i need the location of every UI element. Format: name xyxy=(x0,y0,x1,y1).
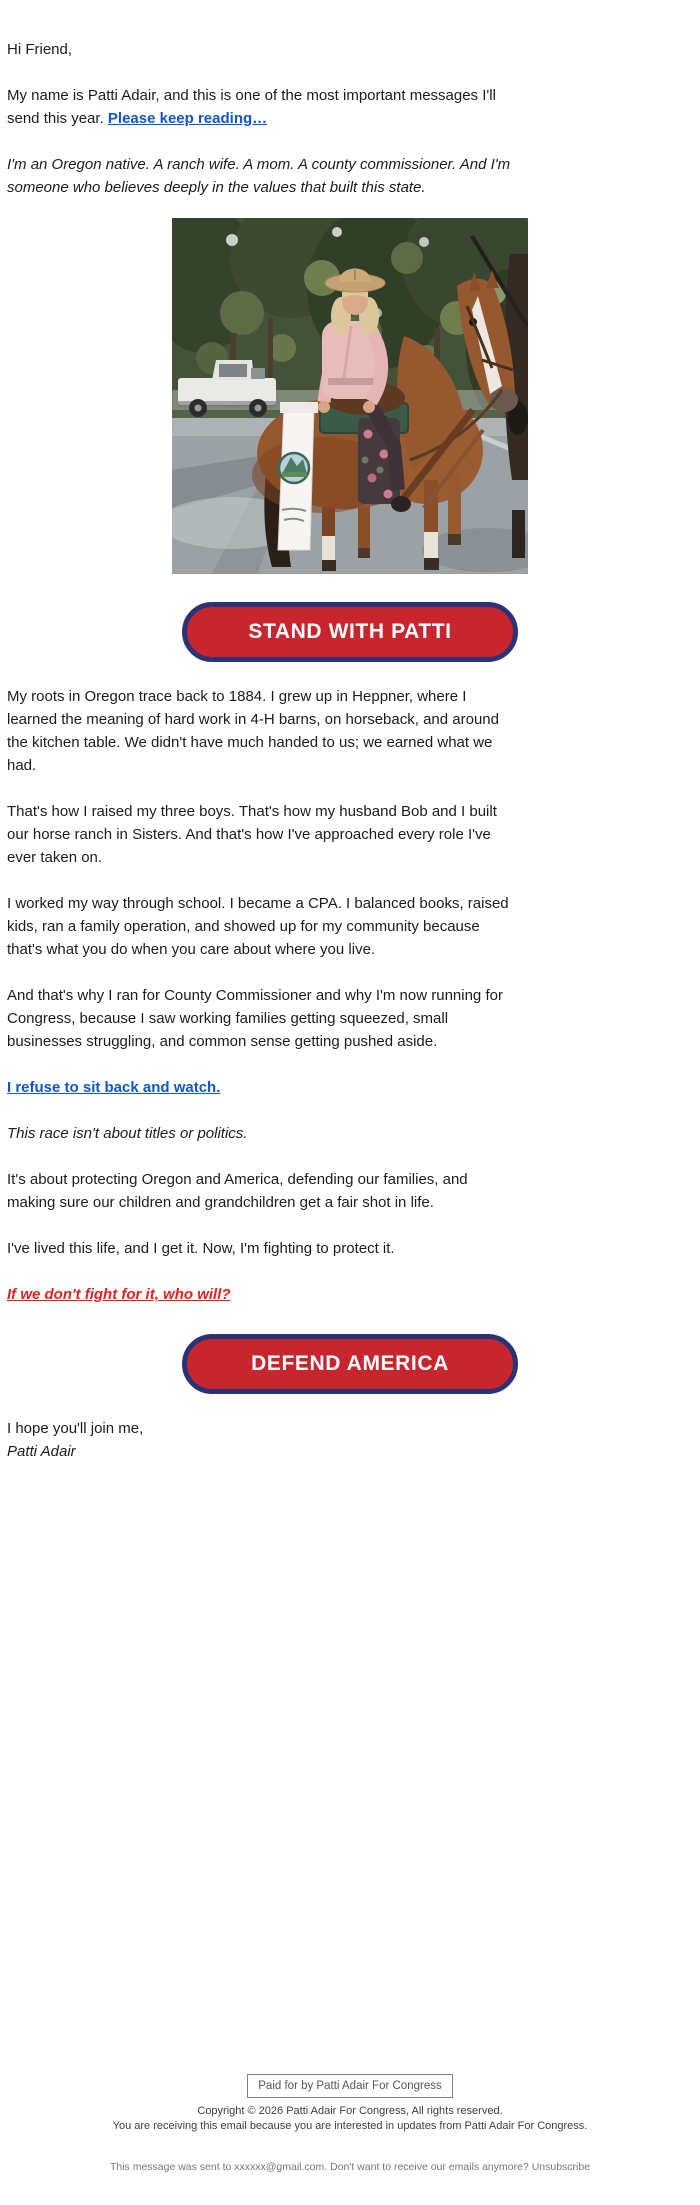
paragraph-lived: I've lived this life, and I get it. Now, I'm fighting to protect it. xyxy=(7,1240,395,1257)
stand-with-patti-button[interactable]: STAND WITH PATTI xyxy=(182,602,518,662)
sent-to-line xyxy=(0,2160,700,2174)
intro-paragraph xyxy=(7,84,512,130)
campaign-photo xyxy=(172,218,528,574)
copyright-line: Copyright © 2026 Patti Adair For Congress, All rights reserved. xyxy=(197,2105,503,2117)
horseback-photo-illustration xyxy=(172,218,528,574)
footer xyxy=(0,2073,700,2174)
signoff-line: I hope you'll join me, xyxy=(7,1420,144,1437)
paragraph-roots: My roots in Oregon trace back to 1884. I grew up in Heppner, where I learned the meaning of hard work in 4-H barns, on horseback, and around the kitchen table. We didn't have much handed to us; we earned what we had. xyxy=(7,688,499,774)
intro-text: My name is Patti Adair, and this is one of the most important messages I'll send this year. xyxy=(7,87,496,127)
defend-america-button[interactable]: DEFEND AMERICA xyxy=(182,1334,518,1394)
identity-paragraph: I'm an Oregon native. A ranch wife. A mom. A county commissioner. And I'm someone who believes deeply in the values that built this state. xyxy=(7,156,511,196)
fight-paragraph xyxy=(7,1283,512,1306)
refuse-paragraph xyxy=(7,1076,512,1099)
paragraph-boys-ranch: That's how I raised my three boys. That's how my husband Bob and I built our horse ranch in Sisters. And that's how I've approached every role I've ever taken on. xyxy=(7,803,497,866)
unsubscribe-link[interactable]: Unsubscribe xyxy=(531,2161,591,2173)
fight-link[interactable]: If we don't fight for it, who will? xyxy=(7,1286,231,1303)
whitespace-spacer xyxy=(0,1463,700,2073)
paragraph-protecting: It's about protecting Oregon and America, defending our families, and making sure our children and grandchildren get a fair shot in life. xyxy=(7,1171,468,1211)
paid-for-disclaimer: Paid for by Patti Adair For Congress xyxy=(247,2074,452,2098)
race-line: This race isn't about titles or politics. xyxy=(7,1125,248,1142)
signoff-name: Patti Adair xyxy=(7,1443,76,1460)
refuse-link[interactable]: I refuse to sit back and watch. xyxy=(7,1079,221,1096)
receiving-line: You are receiving this email because you are interested in updates from Patti Adair For Congress. xyxy=(112,2120,588,2132)
keep-reading-link[interactable]: Please keep reading… xyxy=(107,110,268,127)
sent-to-text: This message was sent to xxxxxx@gmail.com. Don't want to receive our emails anymore? xyxy=(109,2161,529,2173)
paragraph-why-running: And that's why I ran for County Commissioner and why I'm now running for Congress, because I saw working families getting squeezed, small businesses struggling, and common sense getting pushed aside. xyxy=(7,987,503,1050)
paragraph-cpa: I worked my way through school. I became a CPA. I balanced books, raised kids, ran a family operation, and showed up for my community because that's what you do when you care about where you live. xyxy=(7,895,509,958)
greeting: Hi Friend, xyxy=(7,41,73,58)
signoff xyxy=(7,1417,512,1463)
